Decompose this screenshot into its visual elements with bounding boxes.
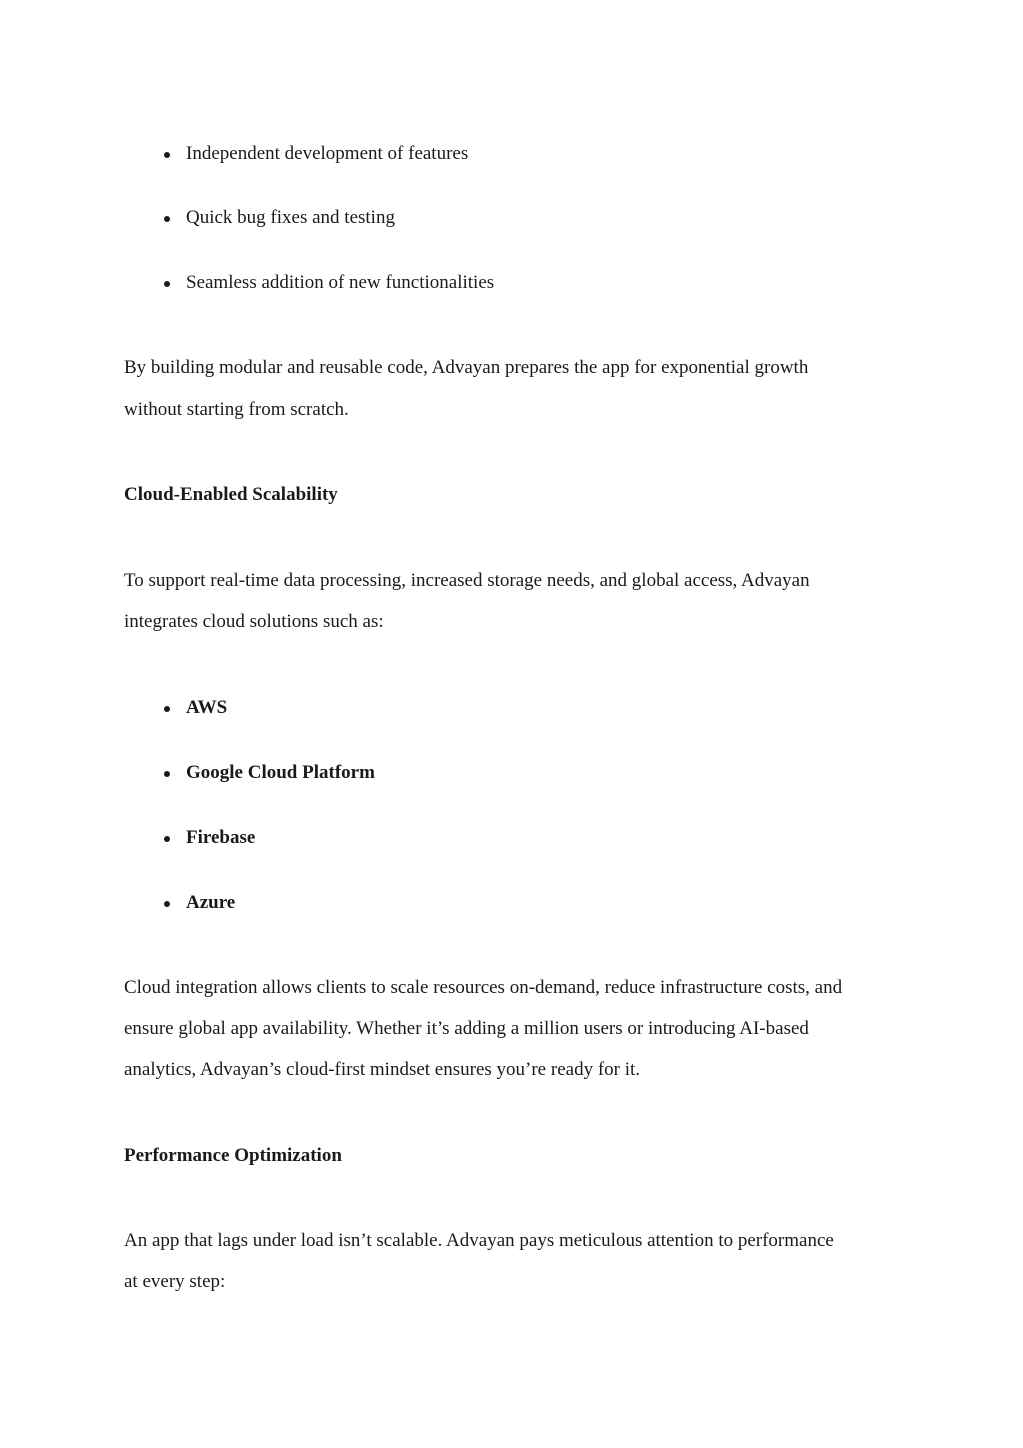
list-item	[160, 271, 494, 295]
list-item-text: Azure	[186, 892, 236, 913]
paragraph-line: An app that lags under load isn’t scalable. Advayan pays meticulous attention to performance	[124, 1230, 834, 1251]
list-item-text: Google Cloud Platform	[186, 762, 375, 783]
paragraph-line: To support real-time data processing, increased storage needs, and global access, Advayan	[124, 570, 810, 591]
list-item-text: Quick bug fixes and testing	[186, 207, 395, 228]
list-item	[160, 826, 255, 850]
cloud-section-heading: Cloud-Enabled Scalability	[124, 484, 338, 505]
performance-section-heading: Performance Optimization	[124, 1145, 342, 1166]
paragraph-line: without starting from scratch.	[124, 399, 349, 420]
paragraph-line: By building modular and reusable code, Advayan prepares the app for exponential growth	[124, 357, 809, 378]
bullet-icon	[164, 152, 170, 158]
list-item-text: Seamless addition of new functionalities	[186, 272, 495, 293]
bullet-icon	[164, 281, 170, 287]
bullet-icon	[164, 836, 170, 842]
list-item	[160, 696, 227, 720]
list-item-text: AWS	[186, 697, 228, 718]
paragraph-line: analytics, Advayan’s cloud-first mindset ensures you’re ready for it.	[124, 1059, 641, 1080]
list-item	[160, 206, 395, 230]
bullet-icon	[164, 216, 170, 222]
paragraph-line: at every step:	[124, 1271, 226, 1292]
list-item-text: Firebase	[186, 827, 256, 848]
list-item	[160, 761, 375, 785]
paragraph-line: Cloud integration allows clients to scale resources on-demand, reduce infrastructure costs, and	[124, 977, 843, 998]
list-item	[160, 891, 235, 915]
paragraph-line: integrates cloud solutions such as:	[124, 611, 384, 632]
list-item-text: Independent development of features	[186, 143, 469, 164]
list-item	[160, 142, 468, 166]
bullet-icon	[164, 771, 170, 777]
bullet-icon	[164, 901, 170, 907]
paragraph-line: ensure global app availability. Whether it’s adding a million users or introducing AI-based	[124, 1018, 809, 1039]
bullet-icon	[164, 706, 170, 712]
